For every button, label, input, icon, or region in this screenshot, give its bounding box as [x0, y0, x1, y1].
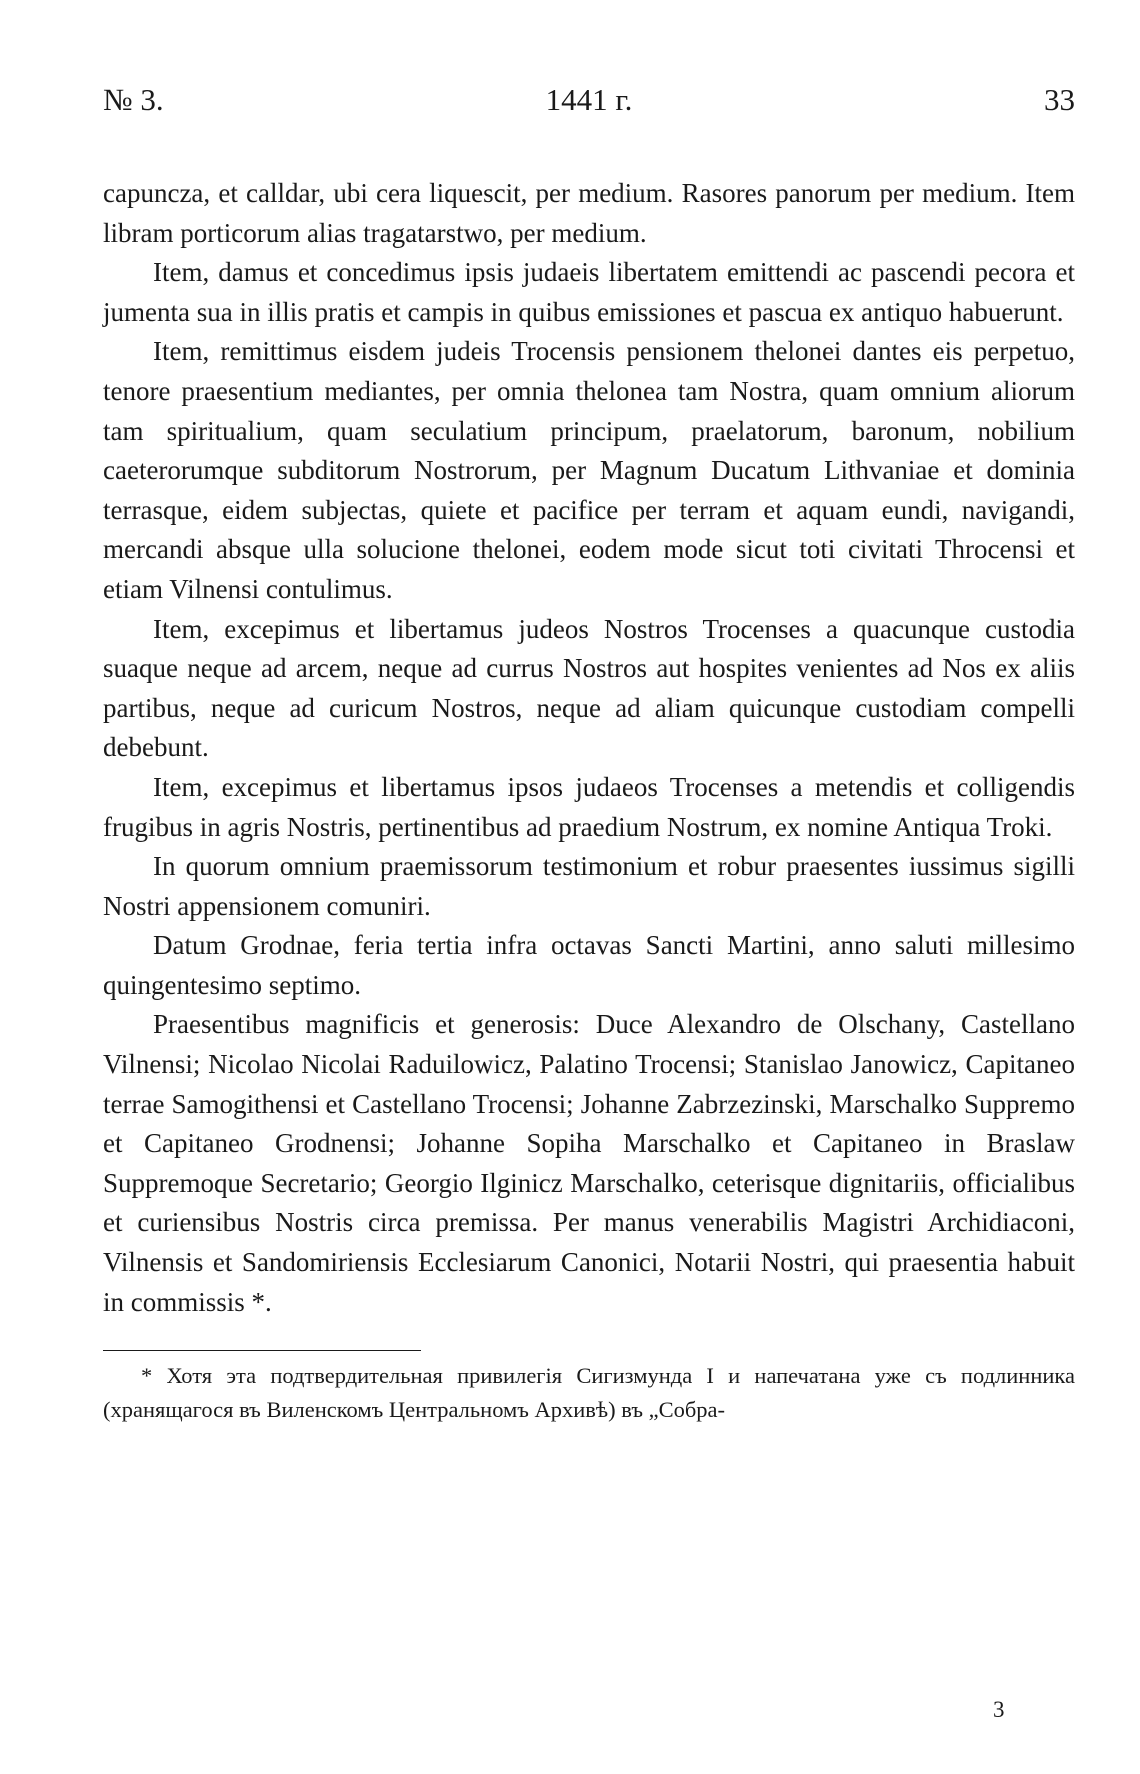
paragraph-2: Item, damus et concedimus ipsis judaeis libertatem emittendi ac pascendi pecora et jumenta sua in illis pratis et campis in quibus emissiones et pascua ex antiquo habuerunt. [103, 257, 1075, 327]
paragraph-8: Praesentibus magnificis et generosis: Duce Alexandro de Olschany, Castellano Vilnensi; Nicolao Nicolai Raduilowicz, Palatino Trocensi; Stanislao Janowicz, Capitaneo terrae Samogithensi et Castellano Trocensi; Johanne Zabrzezinski, Marschalko Suppremo et Capitaneo Grodnensi; Johanne Sopiha Marschalko et Capitaneo in Braslaw Suppremoque Secretario; Georgio Ilginicz Marschalko, ceterisque dignitariis, officialibus et curiensibus Nostris circa premissa. Per manus venerabilis Magistri Archidiaconi, Vilnensis et Sandomiriensis Ecclesiarum Canonici, Notarii Nostri, qui praesentia habuit in commissis *. [103, 1009, 1075, 1317]
document-year: 1441 г. [545, 82, 633, 117]
paragraph-3: Item, remittimus eisdem judeis Trocensis pensionem thelonei dantes eis perpetuo, tenore praesentium mediantes, per omnia thelonea tam Nostra, quam omnium aliorum tam spiritualium, quam seculatium principum, praelatorum, baronum, nobilium caeterorumque subditorum Nostrorum, per Magnum Ducatum Lithvaniae et dominia terrasque, eidem subjectas, quiete et pacifice per terram et aquam eundi, navigandi, mercandi absque ulla solucione thelonei, eodem mode sicut toti civitati Throcensi et etiam Vilnensi contulimus. [103, 336, 1075, 604]
paragraph-6: In quorum omnium praemissorum testimonium et robur praesentes iussimus sigilli Nostri appensionem comuniri. [103, 851, 1075, 921]
paragraph-7: Datum Grodnae, feria tertia infra octavas Sancti Martini, anno saluti millesimo quingentesimo septimo. [103, 930, 1075, 1000]
document-number: № 3. [103, 82, 164, 117]
paragraph-1: capuncza, et calldar, ubi cera liquescit, per medium. Rasores panorum per medium. Item libram porticorum alias tragatarstwo, per medium. [103, 178, 1075, 248]
paragraph-5: Item, excepimus et libertamus ipsos judaeos Trocenses a metendis et colligendis frugibus in agris Nostris, pertinentibus ad praedium Nostrum, ex nomine Antiqua Troki. [103, 771, 1075, 842]
page-number: 33 [1044, 82, 1075, 117]
document-page [103, 70, 1075, 1427]
signature-mark: 3 [993, 1697, 1005, 1722]
page-header [103, 70, 1075, 130]
footnote-divider [103, 1350, 421, 1351]
footnote: * Хотя эта подтвердительная привилегія Сигизмунда I и напечатана уже съ подлинника (хранящагося въ Виленскомъ Центральномъ Архивѣ) въ „Собра- [103, 1363, 1075, 1423]
document-body [103, 174, 1075, 1322]
paragraph-4: Item, excepimus et libertamus judeos Nostros Trocenses a quacunque custodia suaque neque ad arcem, neque ad currus Nostros aut hospites venientes ad Nos ex aliis partibus, neque ad curicum Nostros, neque ad aliam quicunque custodiam compelli debebunt. [103, 613, 1075, 763]
